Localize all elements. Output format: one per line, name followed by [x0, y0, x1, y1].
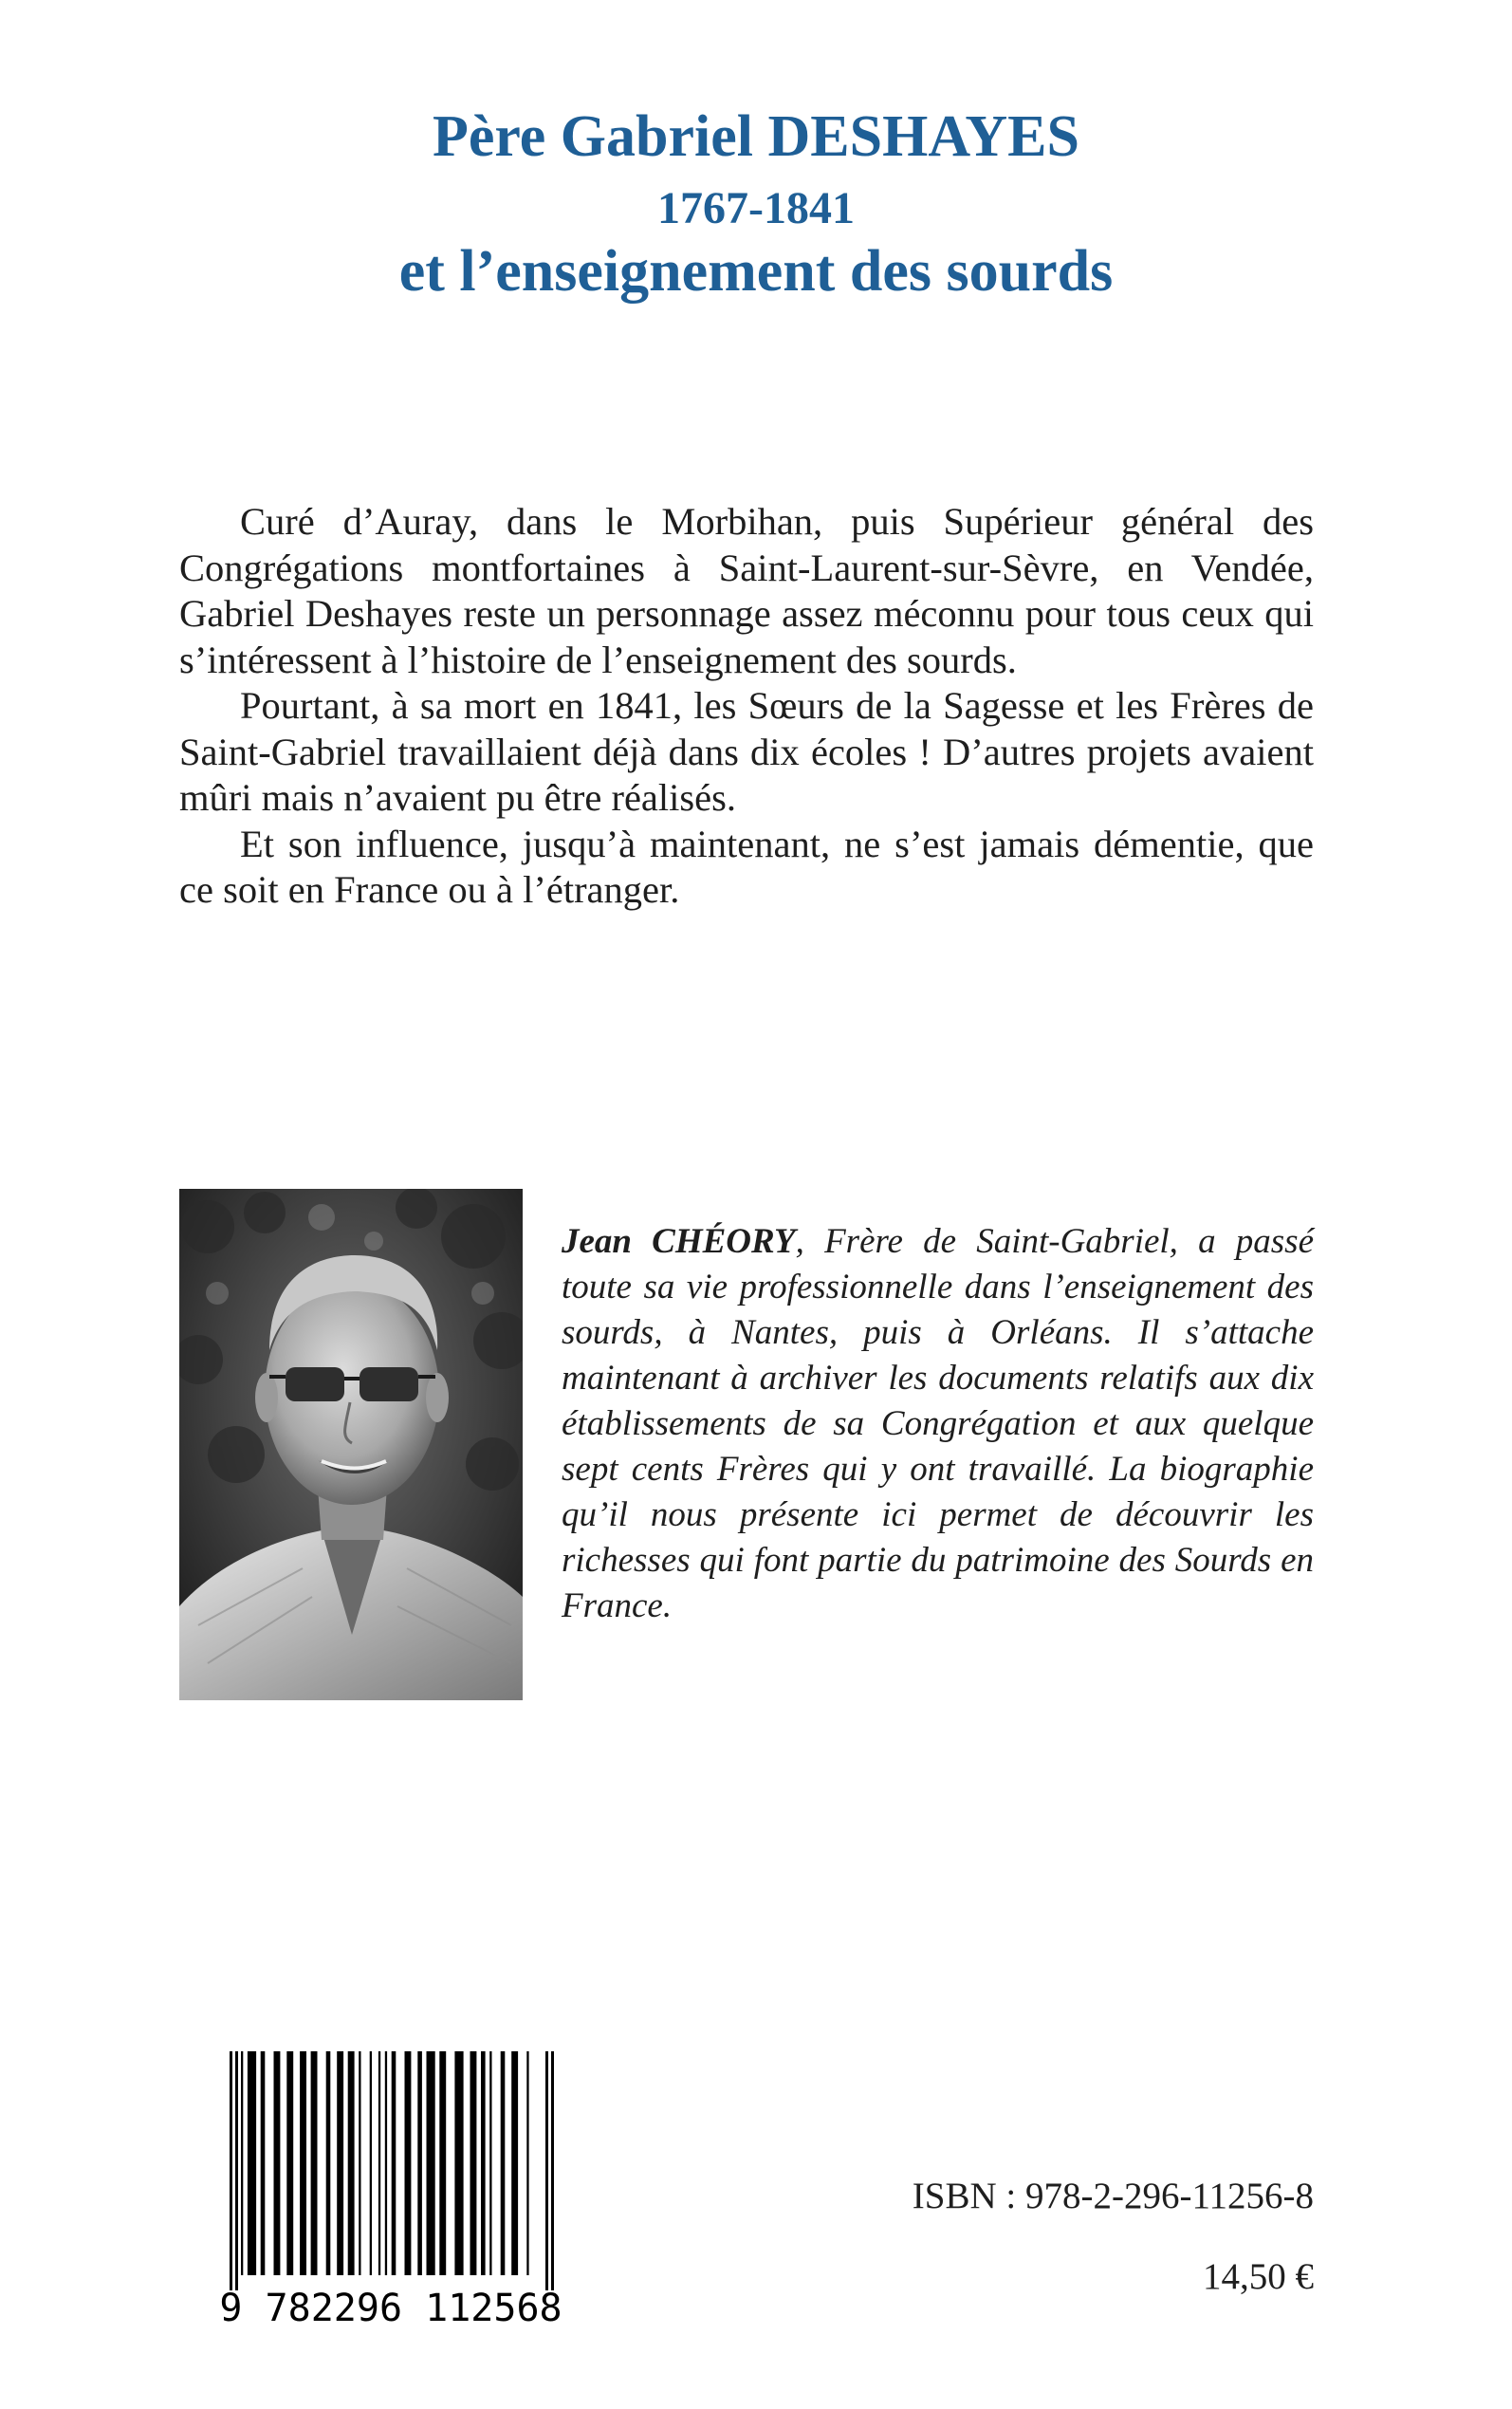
barcode-bar [337, 2051, 343, 2275]
barcode-bar [501, 2051, 506, 2275]
barcode-bar [378, 2051, 380, 2275]
isbn: ISBN : 978-2-296-11256-8 [912, 2176, 1314, 2216]
barcode-bar [470, 2051, 477, 2275]
barcode-bar [427, 2051, 435, 2275]
summary-paragraph: Et son influence, jusqu’à maintenant, ne s’est jamais démentie, que ce soit en France ou à l’étranger. [179, 822, 1314, 911]
barcode [201, 2051, 577, 2328]
barcode-digits: 9 782296 112568 [219, 2287, 562, 2328]
barcode-bar [385, 2051, 387, 2275]
barcode-bar [230, 2051, 232, 2290]
barcode-bar [359, 2051, 360, 2275]
author-name: Jean CHÉORY [562, 1222, 796, 1261]
barcode-bar [370, 2051, 372, 2275]
summary-paragraph: Curé d’Auray, dans le Morbihan, puis Supérieur général des Congrégations montfortaines à Saint-Laurent-sur-Sèvre, en Vendée, Gabriel Deshayes reste un personnage assez méconnu pour tous ceux qui s’intéressent à l’histoire de l’enseignement des sourds. [179, 500, 1314, 681]
barcode-bar [439, 2051, 446, 2275]
summary-paragraph: Pourtant, à sa mort en 1841, les Sœurs de la Sagesse et les Frères de Saint-Gabriel travaillaient déjà dans dix écoles ! D’autres projets avaient mûri mais n’avaient pu être réalisés. [179, 684, 1314, 819]
title-block [0, 102, 1512, 306]
barcode-bar [405, 2051, 412, 2275]
barcode-bar [489, 2051, 491, 2275]
price: 14,50 € [1203, 2256, 1314, 2297]
barcode-bar [526, 2051, 528, 2275]
barcode-bar [274, 2051, 281, 2275]
barcode-bar [235, 2051, 238, 2290]
book-years: 1767-1841 [657, 183, 855, 233]
author-bio [562, 1219, 1314, 1629]
barcode-bar [300, 2051, 306, 2275]
barcode-bar [454, 2051, 463, 2275]
author-photo [179, 1189, 523, 1700]
author-bio-text: , Frère de Saint-Gabriel, a passé toute sa vie professionnelle dans l’enseignement des sourds, à Nantes, puis à Orléans. Il s’attache maintenant à archiver les documents relatifs aux dix établissements de sa Congrégation et aux quelque sept cents Frères qui y ont travaillé. La biographie qu’il nous présente ici permet de découvrir les richesses qui font partie du patrimoine des Sourds en France. [562, 1222, 1314, 1625]
book-summary [179, 499, 1314, 914]
barcode-bar [248, 2051, 256, 2275]
barcode-bar [417, 2051, 422, 2275]
barcode-bar [511, 2051, 518, 2275]
barcode-bar [261, 2051, 266, 2275]
barcode-bar [545, 2051, 548, 2290]
book-title: Père Gabriel DESHAYES [432, 104, 1080, 169]
book-subtitle: et l’enseignement des sourds [398, 239, 1114, 304]
barcode-bar [286, 2051, 293, 2275]
barcode-bar [311, 2051, 318, 2275]
barcode-bar [551, 2051, 554, 2290]
barcode-bar [326, 2051, 331, 2275]
barcode-bar [392, 2051, 396, 2275]
barcode-bar [241, 2051, 243, 2275]
barcode-bar [481, 2051, 486, 2275]
barcode-bar [348, 2051, 355, 2275]
